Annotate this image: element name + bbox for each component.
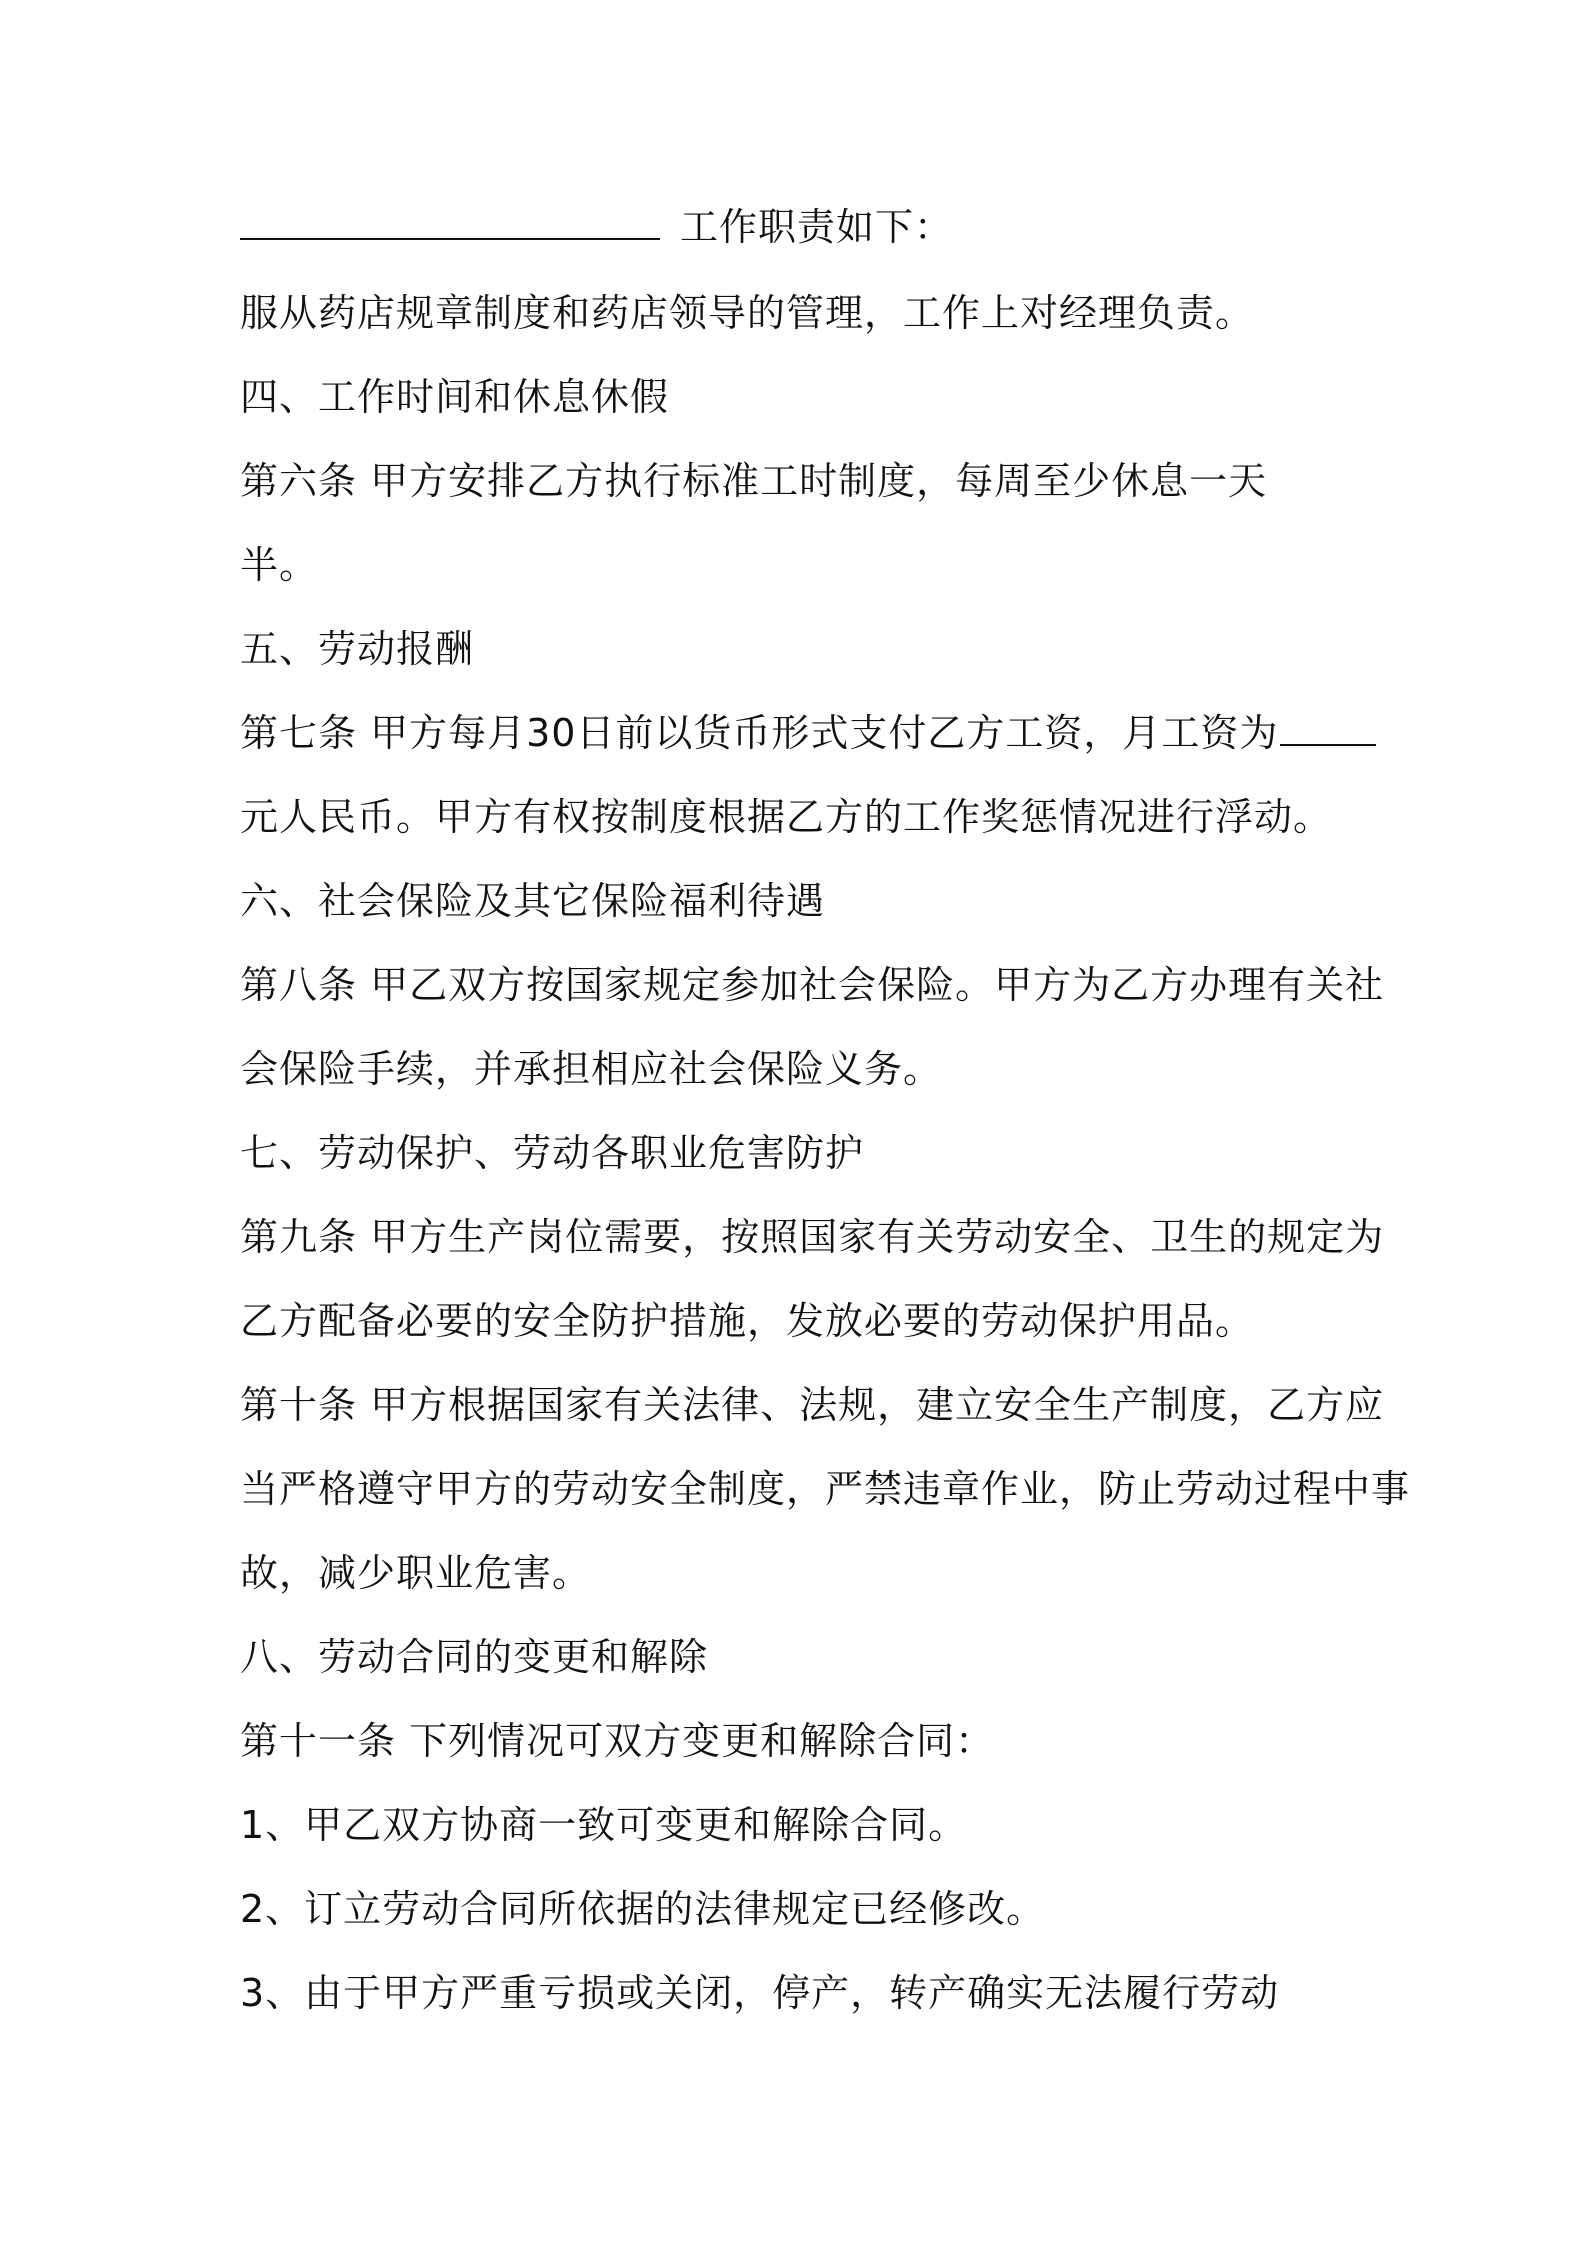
article-9-line-2: 乙方配备必要的安全防护措施，发放必要的劳动保护用品。 <box>240 1299 1255 1343</box>
paragraph-line: 服从药店规章制度和药店领导的管理，工作上对经理负责。 <box>240 291 1255 335</box>
article-8-line-1: 第八条 甲乙双方按国家规定参加社会保险。甲方为乙方办理有关社 <box>240 963 1385 1007</box>
article-9-line-1: 第九条 甲方生产岗位需要，按照国家有关劳动安全、卫生的规定为 <box>240 1215 1385 1259</box>
section-heading-5: 五、劳动报酬 <box>240 627 475 671</box>
article-6-line-1: 第六条 甲方安排乙方执行标准工时制度，每周至少休息一天 <box>240 459 1268 503</box>
section-heading-7: 七、劳动保护、劳动各职业危害防护 <box>240 1131 865 1175</box>
article-8-line-2: 会保险手续，并承担相应社会保险义务。 <box>240 1047 943 1091</box>
article-10-line-2: 当严格遵守甲方的劳动安全制度，严禁违章作业，防止劳动过程中事 <box>240 1467 1411 1511</box>
article-7-line-2: 元人民币。甲方有权按制度根据乙方的工作奖惩情况进行浮动。 <box>240 795 1333 839</box>
section-heading-4: 四、工作时间和休息休假 <box>240 375 670 419</box>
list-item-3: 3、由于甲方严重亏损或关闭，停产，转产确实无法履行劳动 <box>240 1971 1280 2015</box>
article-10-line-1: 第十条 甲方根据国家有关法律、法规，建立安全生产制度，乙方应 <box>240 1383 1385 1427</box>
duties-line <box>240 202 953 252</box>
list-item-2: 2、订立劳动合同所依据的法律规定已经修改。 <box>240 1887 1046 1931</box>
article-11-line-1: 第十一条 下列情况可双方变更和解除合同： <box>240 1719 995 1763</box>
section-heading-8: 八、劳动合同的变更和解除 <box>240 1635 709 1679</box>
article-7-text: 第七条 甲方每月30日前以货币形式支付乙方工资，月工资为 <box>240 711 1279 755</box>
section-heading-6: 六、社会保险及其它保险福利待遇 <box>240 879 826 923</box>
list-item-1: 1、甲乙双方协商一致可变更和解除合同。 <box>240 1803 968 1847</box>
blank-field-salary[interactable] <box>1280 710 1376 746</box>
article-6-line-2: 半。 <box>240 543 319 587</box>
blank-field-position[interactable] <box>240 204 660 240</box>
article-7-line-1 <box>240 708 1376 758</box>
duties-heading-text: 工作职责如下： <box>680 205 954 249</box>
article-10-line-3: 故，减少职业危害。 <box>240 1551 592 1595</box>
